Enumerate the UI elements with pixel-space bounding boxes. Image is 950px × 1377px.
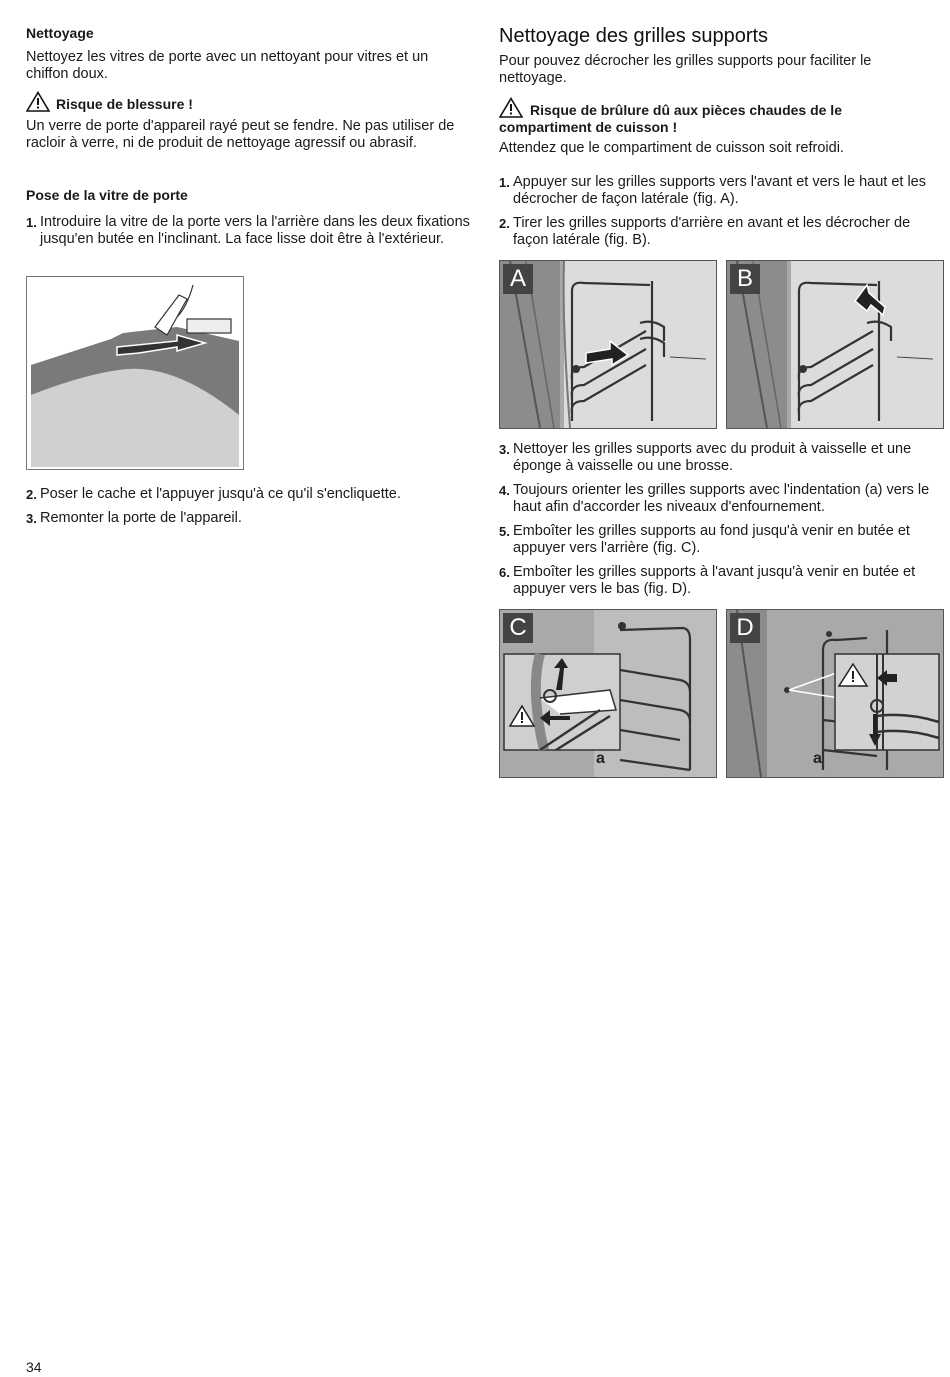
step-number: 3. (26, 511, 37, 526)
step-text: Emboîter les grilles supports à l'avant jusqu'à venir en butée et appuyer vers le bas (fig. D). (513, 564, 916, 597)
step-number: 2. (26, 487, 37, 502)
figure-door-glass (26, 276, 244, 470)
list-item (499, 523, 945, 557)
list-item (499, 441, 945, 475)
list-item (26, 510, 471, 527)
door-glass-illustration (27, 277, 243, 469)
list-item (26, 214, 471, 248)
list-item (499, 564, 945, 598)
install-steps-2 (26, 486, 471, 527)
figure-label-b: B (730, 264, 760, 294)
figure-b (726, 260, 944, 429)
figure-a (499, 260, 717, 429)
step-text: Emboîter les grilles supports au fond jusqu'à venir en butée et appuyer vers l'arrière (fig. C). (513, 523, 910, 556)
figure-label-d: D (730, 613, 760, 643)
step-text: Appuyer sur les grilles supports vers l'avant et vers le haut et les décrocher de façon latérale (fig. A). (513, 174, 926, 207)
step-number: 4. (499, 483, 510, 498)
step-text: Introduire la vitre de la porte vers la l'arrière dans les deux fixations jusqu'en butée en l'inclinant. La face lisse doit être à l'extérieur. (40, 214, 470, 247)
list-item (499, 215, 945, 249)
warning-burn-text: Attendez que le compartiment de cuisson soit refroidi. (499, 140, 844, 156)
step-text: Poser le cache et l'appuyer jusqu'à ce qu'il s'encliquette. (40, 486, 401, 502)
rack-steps-1 (499, 174, 945, 249)
figure-label-c: C (503, 613, 533, 643)
step-text: Nettoyer les grilles supports avec du produit à vaisselle et une éponge à vaisselle ou une brosse. (513, 441, 912, 474)
section-title-racks: Nettoyage des grilles supports (499, 25, 769, 47)
figure-d (726, 609, 944, 778)
rack-steps-2 (499, 441, 945, 598)
list-item (26, 486, 471, 503)
step-text: Toujours orienter les grilles supports avec l'indentation (a) vers le haut afin d'accorder les niveaux d'enfournement. (513, 482, 930, 515)
warning-injury-text: Un verre de porte d'appareil rayé peut se fendre. Ne pas utiliser de racloir à verre, ni de produit de nettoyage agressif ou abrasif. (26, 118, 455, 151)
page-number: 34 (26, 1359, 42, 1375)
step-number: 6. (499, 565, 510, 580)
warning-triangle-icon (26, 91, 50, 112)
figure-c (499, 609, 717, 778)
warning-burn-title: Risque de brûlure dû aux pièces chaudes de le compartiment de cuisson ! (499, 102, 842, 135)
install-steps-1 (26, 214, 471, 248)
racks-intro: Pour pouvez décrocher les grilles supports pour faciliter le nettoyage. (499, 53, 872, 86)
warning-injury (26, 91, 193, 113)
figure-label-a: A (503, 264, 533, 294)
warning-injury-title: Risque de blessure ! (56, 96, 193, 112)
section-title-cleaning: Nettoyage (26, 25, 94, 41)
section-subtitle-install: Pose de la vitre de porte (26, 187, 188, 203)
step-number: 1. (26, 215, 37, 230)
cleaning-text: Nettoyez les vitres de porte avec un nettoyant pour vitres et un chiffon doux. (26, 49, 429, 82)
step-number: 3. (499, 442, 510, 457)
list-item (499, 174, 945, 208)
step-text: Remonter la porte de l'appareil. (40, 510, 242, 526)
step-text: Tirer les grilles supports d'arrière en avant et les décrocher de façon latérale (fig. B). (513, 215, 911, 248)
callout-a: a (813, 750, 822, 767)
step-number: 2. (499, 216, 510, 231)
step-number: 5. (499, 524, 510, 539)
step-number: 1. (499, 175, 510, 190)
list-item (499, 482, 945, 516)
callout-a: a (596, 750, 605, 767)
